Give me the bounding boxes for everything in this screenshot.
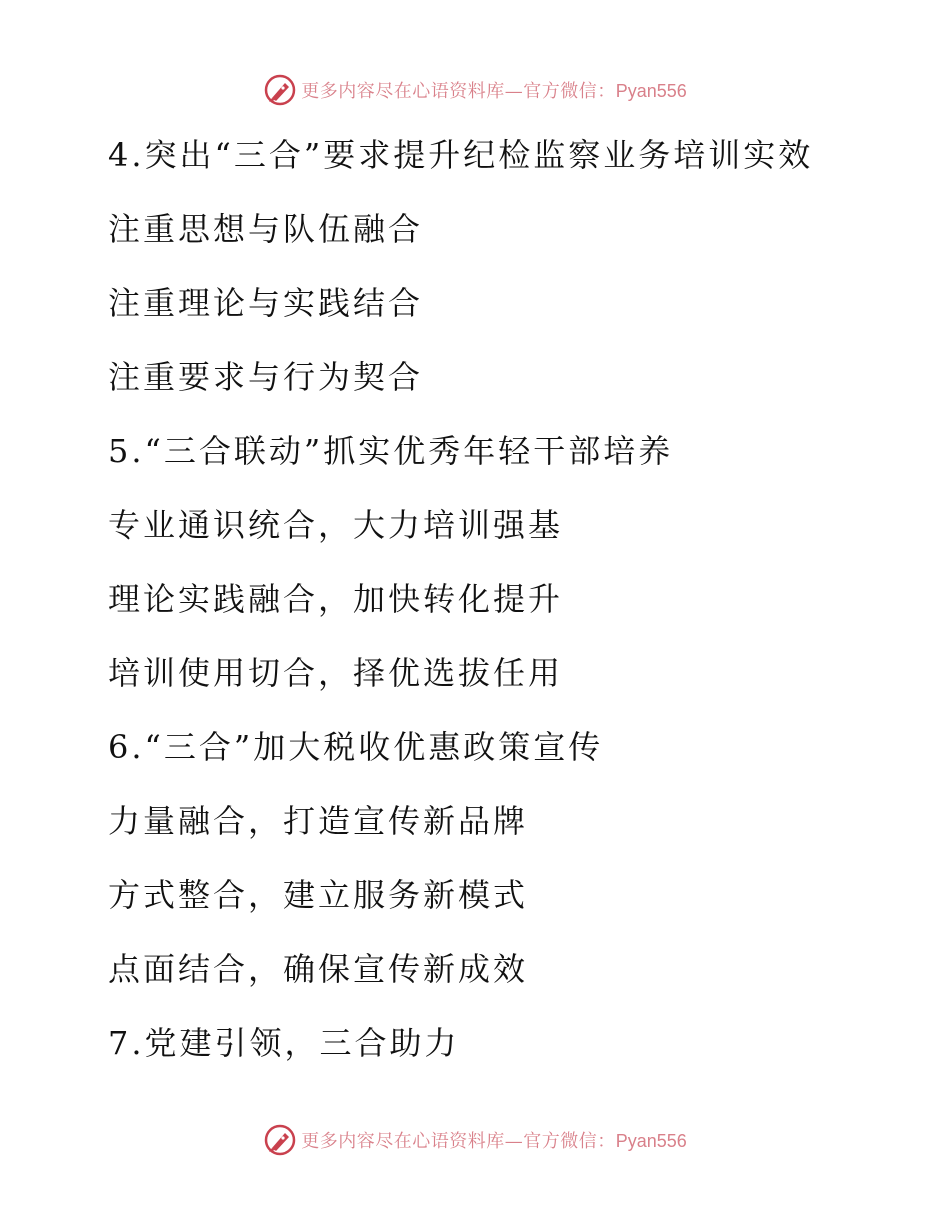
heading-item-5: 5.“三合联动”抓实优秀年轻干部培养 xyxy=(108,432,674,470)
list-item: 注重要求与行为契合 xyxy=(108,358,424,396)
list-item: 力量融合，打造宣传新品牌 xyxy=(108,802,529,840)
heading-item-4: 4.突出“三合”要求提升纪检监察业务培训实效 xyxy=(108,136,814,174)
footer-watermark xyxy=(0,1120,950,1160)
list-item: 培训使用切合，择优选拔任用 xyxy=(108,654,564,692)
heading-item-7: 7.党建引领，三合助力 xyxy=(108,1024,460,1062)
watermark-label: 更多内容尽在心语资料库—官方微信：Pyan556 xyxy=(301,1131,687,1152)
list-item: 点面结合，确保宣传新成效 xyxy=(108,950,529,988)
pen-nib-logo-icon xyxy=(263,1123,297,1157)
header-watermark xyxy=(0,70,950,110)
document-body xyxy=(108,118,908,1080)
list-item: 注重理论与实践结合 xyxy=(108,284,424,322)
pen-nib-logo-icon xyxy=(263,73,297,107)
list-item: 方式整合，建立服务新模式 xyxy=(108,876,529,914)
watermark-label: 更多内容尽在心语资料库—官方微信：Pyan556 xyxy=(301,81,687,102)
watermark-id: Pyan556 xyxy=(615,81,687,101)
heading-item-6: 6.“三合”加大税收优惠政策宣传 xyxy=(108,728,604,766)
list-item: 理论实践融合，加快转化提升 xyxy=(108,580,564,618)
list-item: 注重思想与队伍融合 xyxy=(108,210,424,248)
watermark-id: Pyan556 xyxy=(615,1131,687,1151)
list-item: 专业通识统合，大力培训强基 xyxy=(108,506,564,544)
